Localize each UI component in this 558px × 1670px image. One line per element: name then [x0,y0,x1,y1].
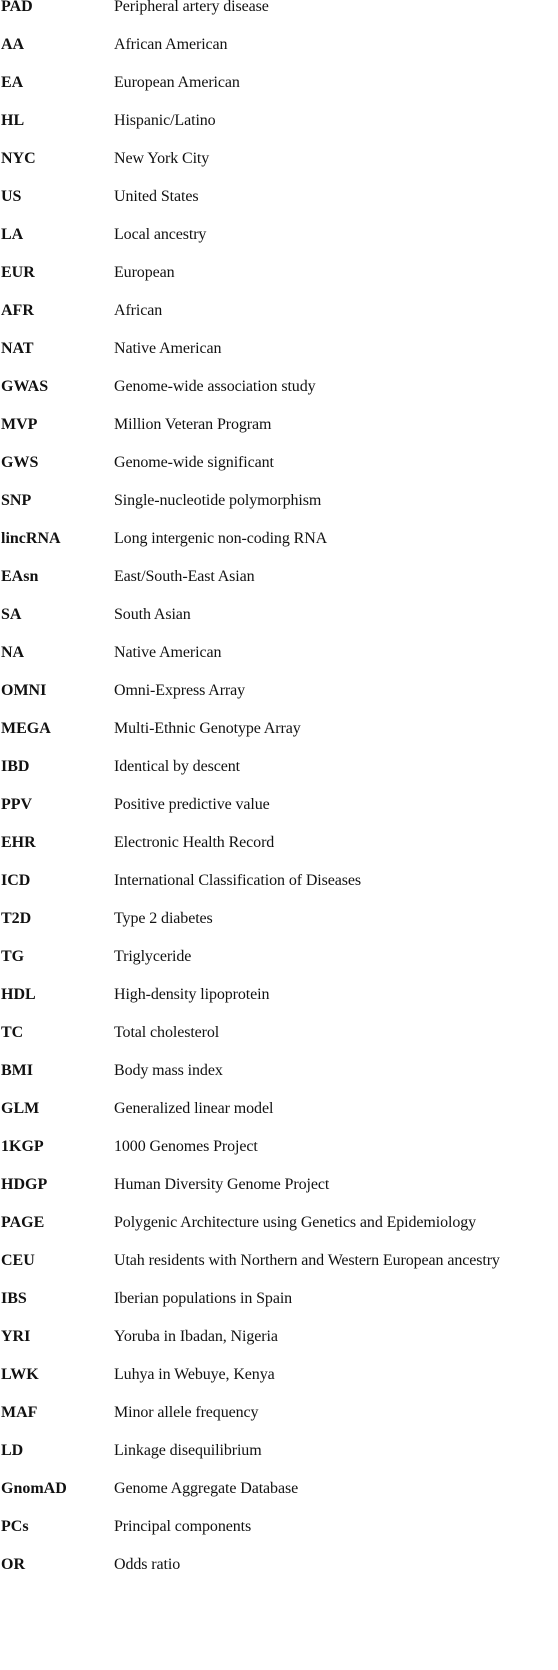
table-row [0,417,558,455]
abbreviation-definition: Total cholesterol [114,1024,220,1041]
abbreviation-definition: Luhya in Webuye, Kenya [114,1366,275,1383]
abbreviation-term: CEU [1,1252,35,1269]
table-row [0,949,558,987]
abbreviation-definition: Human Diversity Genome Project [114,1176,330,1193]
abbreviation-definition: African American [114,36,228,53]
abbreviation-term: NAT [1,340,34,357]
abbreviation-definition: Million Veteran Program [114,416,272,433]
table-row [0,113,558,151]
abbreviation-definition: Local ancestry [114,226,207,243]
table-row [0,911,558,949]
table-row [0,265,558,303]
abbreviation-definition: Triglyceride [114,948,192,965]
table-row [0,569,558,607]
abbreviation-definition: South Asian [114,606,191,623]
table-row [0,1215,558,1253]
abbreviation-term: BMI [1,1062,33,1079]
abbreviation-term: PCs [1,1518,29,1535]
abbreviation-term: OMNI [1,682,47,699]
abbreviation-term: US [1,188,22,205]
abbreviation-definition: Omni-Express Array [114,682,246,699]
abbreviation-term: MAF [1,1404,38,1421]
abbreviation-definition: Iberian populations in Spain [114,1290,293,1307]
abbreviation-term: PPV [1,796,33,813]
table-row [0,1367,558,1405]
abbreviation-term: MVP [1,416,38,433]
table-row [0,607,558,645]
abbreviation-term: MEGA [1,720,51,737]
abbreviation-term: EHR [1,834,36,851]
abbreviation-term: TG [1,948,25,965]
abbreviation-definition: Principal components [114,1518,252,1535]
table-row [0,683,558,721]
abbreviation-term: T2D [1,910,32,927]
abbreviation-term: IBD [1,758,30,775]
abbreviation-term: EUR [1,264,35,281]
abbreviation-term: ICD [1,872,31,889]
abbreviation-term: YRI [1,1328,31,1345]
table-row [0,379,558,417]
abbreviation-definition: Odds ratio [114,1556,181,1573]
abbreviation-definition: African [114,302,163,319]
table-row [0,531,558,569]
abbreviation-definition: Multi-Ethnic Genotype Array [114,720,301,737]
abbreviation-definition: International Classification of Diseases [114,872,362,889]
abbreviation-definition: Linkage disequilibrium [114,1442,262,1459]
abbreviation-term: LWK [1,1366,39,1383]
table-row [0,1291,558,1329]
abbreviation-term: EAsn [1,568,39,585]
abbreviation-definition: East/South-East Asian [114,568,255,585]
abbreviation-definition: Genome Aggregate Database [114,1480,299,1497]
table-row [0,189,558,227]
abbreviation-term: HL [1,112,25,129]
abbreviation-term: HDL [1,986,36,1003]
table-row [0,455,558,493]
abbreviation-definition: Polygenic Architecture using Genetics and Epidemiology [114,1214,477,1231]
table-row [0,987,558,1025]
abbreviation-definition: Body mass index [114,1062,223,1079]
abbreviation-term: PAD [1,0,33,15]
table-row [0,721,558,759]
table-row [0,1177,558,1215]
abbreviation-term: EA [1,74,24,91]
table-row [0,1557,558,1595]
abbreviation-term: GLM [1,1100,40,1117]
abbreviation-term: GWS [1,454,39,471]
abbreviation-definition: Single-nucleotide polymorphism [114,492,322,509]
table-row [0,1519,558,1557]
table-row [0,151,558,189]
abbreviation-term: GWAS [1,378,49,395]
abbreviation-term: LA [1,226,24,243]
abbreviation-term: AFR [1,302,34,319]
abbreviation-definition: Peripheral artery disease [114,0,269,15]
table-row [0,1481,558,1519]
abbreviation-definition: Minor allele frequency [114,1404,259,1421]
abbreviation-term: GnomAD [1,1480,67,1497]
abbreviation-term: OR [1,1556,25,1573]
abbreviation-definition: European [114,264,175,281]
abbreviation-definition: Native American [114,644,222,661]
table-row [0,1139,558,1177]
abbreviation-definition: Long intergenic non-coding RNA [114,530,328,547]
abbreviation-definition: Identical by descent [114,758,240,775]
abbreviation-definition: Positive predictive value [114,796,270,813]
abbreviation-definition: High-density lipoprotein [114,986,270,1003]
table-row [0,759,558,797]
abbreviation-term: LD [1,1442,24,1459]
table-row [0,341,558,379]
abbreviation-term: AA [1,36,25,53]
abbreviation-term: SNP [1,492,32,509]
abbreviation-definition: Yoruba in Ibadan, Nigeria [114,1328,278,1345]
abbreviation-term: NYC [1,150,36,167]
abbreviation-definition: European American [114,74,240,91]
abbreviation-term: NA [1,644,25,661]
table-row [0,797,558,835]
table-row [0,37,558,75]
table-row [0,0,558,37]
table-row [0,1405,558,1443]
abbreviation-term: lincRNA [1,530,61,547]
abbreviation-definition: Genome-wide association study [114,378,316,395]
table-row [0,493,558,531]
table-row [0,1063,558,1101]
abbreviation-term: HDGP [1,1176,48,1193]
abbreviation-definition: United States [114,188,199,205]
abbreviation-definition: Electronic Health Record [114,834,275,851]
abbreviation-term: IBS [1,1290,27,1307]
abbreviation-definition: Type 2 diabetes [114,910,213,927]
table-row [0,1443,558,1481]
table-row [0,1025,558,1063]
abbreviation-term: SA [1,606,22,623]
table-row [0,873,558,911]
table-row [0,1329,558,1367]
table-row [0,1253,558,1291]
abbreviation-definition: Generalized linear model [114,1100,274,1117]
abbreviation-term: 1KGP [1,1138,44,1155]
abbreviation-term: TC [1,1024,24,1041]
abbreviation-definition: Hispanic/Latino [114,112,216,129]
table-row [0,227,558,265]
abbreviation-definition: Genome-wide significant [114,454,274,471]
table-row [0,303,558,341]
table-row [0,75,558,113]
abbreviation-term: PAGE [1,1214,45,1231]
abbreviation-definition: New York City [114,150,210,167]
abbreviation-definition: 1000 Genomes Project [114,1138,258,1155]
table-row [0,1101,558,1139]
table-row [0,835,558,873]
abbreviation-definition: Utah residents with Northern and Western European ancestry [114,1252,500,1269]
abbreviation-definition: Native American [114,340,222,357]
table-row [0,645,558,683]
